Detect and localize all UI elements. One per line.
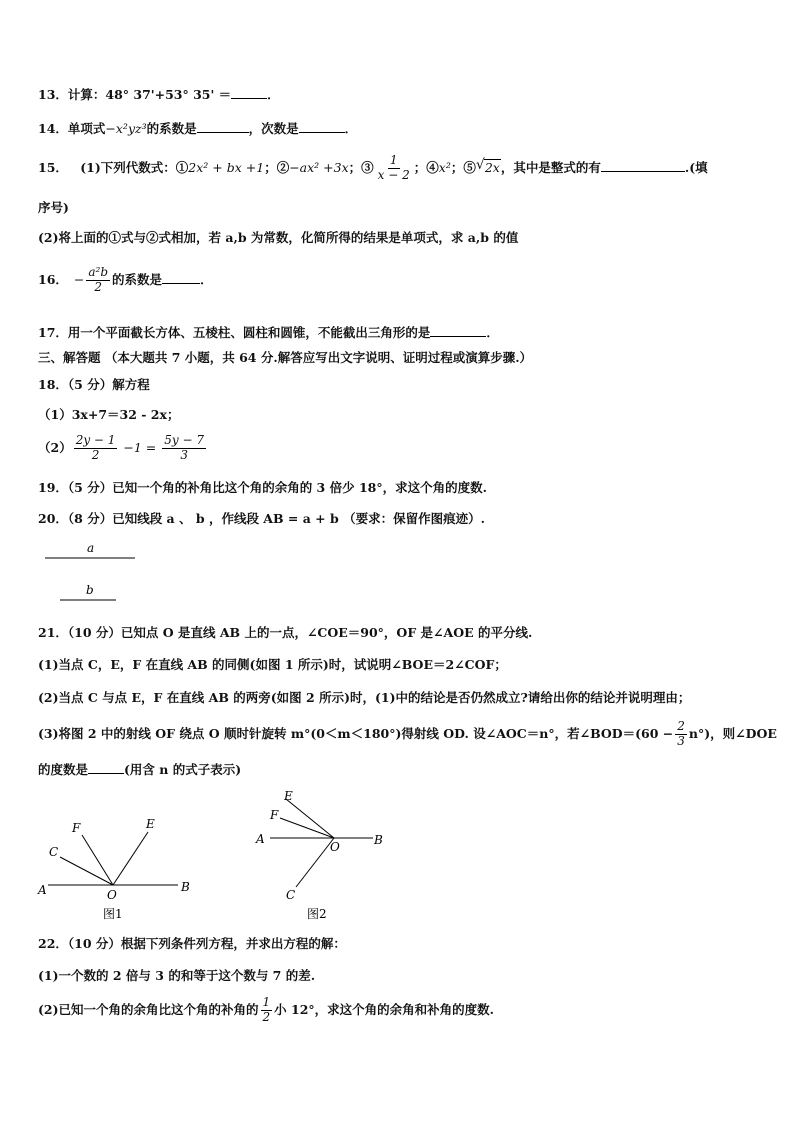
figure-1	[30, 812, 200, 924]
question-16: 16． − $\frac{\text{a²b}}{2}$ 的系数是 ．	[38, 265, 213, 294]
fraction: $\frac{1}{x - 2}$	[377, 153, 410, 182]
label-F: F	[72, 821, 81, 835]
question-22-part2: (2)已知一个角的余角比这个角的补角的 $\frac{1}{2}$ 小 12°，求这个角的余角和补角的度数.	[38, 995, 495, 1024]
fraction: $\frac{5y - 7}{3}$	[164, 433, 204, 462]
figure-2	[250, 780, 400, 922]
question-18: 18．（5 分）解方程	[38, 377, 150, 392]
segments-figure	[40, 536, 150, 606]
question-21-part3: (3)将图 2 中的射线 OF 绕点 O 顺时针旋转 m°(0＜m＜180°)得射线 OD. 设∠AOC＝n°，若∠BOD＝(60 − $\frac{2}{3}$ n°)，则∠DOE	[38, 719, 777, 748]
label-O: O	[330, 840, 340, 854]
ray-OF	[280, 818, 334, 838]
label-C: C	[49, 845, 59, 859]
fraction: $\frac{\text{a²b}}{2}$	[88, 265, 109, 294]
label-O: O	[107, 888, 117, 902]
ray-OC	[296, 838, 334, 887]
question-18-part2: （2） $\frac{2y - 1}{2}$ −1 = $\frac{5y - 7}{3}$	[38, 433, 204, 462]
question-15-wrap: 序号)	[38, 200, 69, 215]
ray-OE	[113, 832, 148, 885]
ray-OF	[82, 835, 113, 885]
label-B: B	[181, 880, 190, 894]
question-21-part1: (1)当点 C，E，F 在直线 AB 的同侧(如图 1 所示)时，试说明∠BOE＝2∠COF；	[38, 657, 507, 672]
segment-b-label: b	[86, 583, 94, 597]
question-21: 21．（10 分）已知点 O 是直线 AB 上的一点，∠COE＝90°，OF 是∠AOE 的平分线.	[38, 625, 533, 640]
question-21-part3-cont: 的度数是 (用含 n 的式子表示)	[38, 762, 242, 777]
label-B: B	[374, 833, 383, 847]
fraction: $\frac{1}{2}$	[262, 995, 271, 1024]
answer-blank	[197, 120, 249, 133]
figure-2-caption: 图2	[307, 907, 327, 921]
question-17: 17．用一个平面截长方体、五棱柱、圆柱和圆锥，不能截出三角形的是 ．	[38, 325, 499, 340]
answer-blank	[231, 86, 267, 99]
fraction: $\frac{2}{3}$	[677, 719, 685, 748]
answer-blank	[430, 324, 486, 337]
label-F: F	[270, 808, 279, 822]
label-C: C	[286, 888, 296, 902]
answer-blank	[88, 761, 124, 774]
label-A: A	[38, 883, 47, 897]
ray-OE	[286, 799, 334, 838]
question-22: 22．（10 分）根据下列条件列方程，并求出方程的解：	[38, 936, 346, 951]
label-A: A	[256, 832, 265, 846]
question-20: 20．（8 分）已知线段 a 、 b ，作线段 AB = a + b （要求：保留作图痕迹）.	[38, 511, 485, 526]
question-18-part1: （1）3x+7＝32 - 2x；	[38, 407, 180, 422]
fraction: $\frac{2y - 1}{2}$	[75, 433, 116, 462]
question-22-part1: (1)一个数的 2 倍与 3 的和等于这个数与 7 的差.	[38, 968, 316, 983]
answer-blank	[162, 271, 200, 284]
answer-blank	[299, 120, 345, 133]
question-13: 13．计算：48° 37'+53° 35' ＝ ．	[38, 87, 280, 102]
segment-a-label: a	[87, 541, 95, 555]
question-15: 15． (1)下列代数式：①2x² + bx +1；②−ax² +3x；③ $\frac{1}{x - 2}$ ；④x²；⑤ √ 2x，其中是整式的有 .(填	[38, 153, 708, 182]
question-14: 14．单项式−x²yz³的系数是 ，次数是 ．	[38, 121, 358, 136]
label-E: E	[146, 817, 155, 831]
ray-OC	[60, 857, 113, 885]
section-heading: 三、解答题 （本大题共 7 小题，共 64 分.解答应写出文字说明、证明过程或演算步骤.）	[38, 350, 533, 365]
label-E: E	[284, 789, 293, 803]
square-root: √ 2x	[475, 156, 500, 175]
answer-blank	[601, 159, 685, 172]
question-21-part2: (2)当点 C 与点 E，F 在直线 AB 的两旁(如图 2 所示)时，(1)中的结论是否仍然成立?请给出你的结论并说明理由；	[38, 690, 691, 705]
question-19: 19．（5 分）已知一个角的补角比这个角的余角的 3 倍少 18°，求这个角的度数.	[38, 480, 487, 495]
figure-1-caption: 图1	[103, 907, 123, 921]
question-15-part2: (2)将上面的①式与②式相加，若 a,b 为常数，化简所得的结果是单项式，求 a,b 的值	[38, 230, 519, 245]
